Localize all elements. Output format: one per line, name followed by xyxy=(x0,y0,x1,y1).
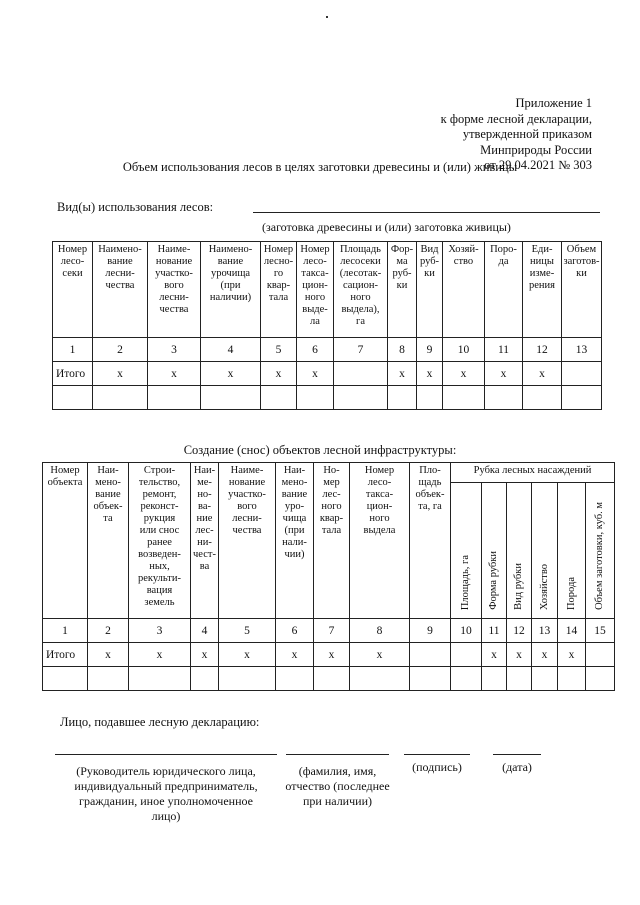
appendix-line: Минприроды России xyxy=(480,142,592,157)
empty-cell xyxy=(523,386,562,410)
column-number xyxy=(261,338,297,362)
column-header xyxy=(201,242,261,338)
caption-sign: (подпись) xyxy=(412,760,462,774)
column-header xyxy=(388,242,417,338)
cell-text: Фор- ма руб- ки xyxy=(390,244,414,291)
cell-text: Наи- мено- вание объек- та xyxy=(93,465,123,524)
cell-text: Порода xyxy=(565,576,577,610)
cell-text: 11 xyxy=(497,343,510,356)
empty-cell xyxy=(558,667,586,691)
total-mark xyxy=(507,643,532,667)
infrastructure-table xyxy=(42,462,615,691)
total-mark xyxy=(532,643,558,667)
cell-text: Номер лесно- го квар- тала xyxy=(263,244,294,303)
signature-line-sign xyxy=(404,754,470,755)
total-label xyxy=(53,362,93,386)
cell-text: 8 xyxy=(376,624,383,637)
cell-text: 7 xyxy=(357,343,364,356)
cell-text: 3 xyxy=(171,343,177,356)
column-header xyxy=(485,242,523,338)
appendix-line: утвержденной приказом xyxy=(462,127,592,141)
cell-text: Объем заготовки, куб. м xyxy=(594,502,605,610)
scan-speck xyxy=(326,16,328,18)
column-header xyxy=(523,242,562,338)
harvest-volume-table xyxy=(52,241,602,410)
total-mark xyxy=(88,643,129,667)
signature-line-name xyxy=(286,754,389,755)
column-number xyxy=(558,619,586,643)
total-mark xyxy=(451,643,482,667)
cell-text: 9 xyxy=(426,343,433,356)
total-mark xyxy=(410,643,451,667)
cell-text: Наи- мено- вание уро- чища (при нали- чии) xyxy=(281,465,308,560)
cell-text: Но- мер лес- ного квар- тала xyxy=(319,465,344,536)
column-number xyxy=(53,338,93,362)
column-header xyxy=(261,242,297,338)
cell-text: 8 xyxy=(399,343,405,356)
cell-text: 2 xyxy=(105,624,111,637)
total-mark xyxy=(334,362,388,386)
empty-cell xyxy=(482,667,507,691)
caption-date: (дата) xyxy=(502,760,532,774)
empty-cell xyxy=(532,667,558,691)
cell-text: 6 xyxy=(291,624,298,637)
table-total-row xyxy=(53,362,602,386)
total-mark xyxy=(201,362,261,386)
total-label xyxy=(43,643,88,667)
table-header-row xyxy=(53,242,602,338)
cell-text: x xyxy=(328,648,335,661)
column-header xyxy=(410,463,451,619)
felling-column-header xyxy=(558,483,586,619)
column-header xyxy=(219,463,276,619)
felling-group-header xyxy=(451,463,615,483)
felling-column-header xyxy=(451,483,482,619)
total-mark xyxy=(558,643,586,667)
cell-text: 6 xyxy=(312,343,318,356)
column-number xyxy=(532,619,558,643)
total-mark xyxy=(191,643,219,667)
empty-cell xyxy=(443,386,485,410)
total-mark xyxy=(314,643,350,667)
column-number xyxy=(334,338,388,362)
empty-cell xyxy=(507,667,532,691)
column-header xyxy=(276,463,314,619)
appendix-line: Приложение 1 xyxy=(515,96,592,110)
empty-cell xyxy=(148,386,201,410)
cell-text: x xyxy=(541,648,548,661)
empty-cell xyxy=(485,386,523,410)
caption-name: (фамилия, имя, отчество (последнее при наличии) xyxy=(285,764,390,808)
cell-text: Наиме- нование участко- вого лесни- чества xyxy=(155,244,193,315)
total-mark xyxy=(586,643,615,667)
empty-cell xyxy=(586,667,615,691)
cell-text: x xyxy=(201,648,208,661)
cell-text: Хозяй- ство xyxy=(448,244,479,267)
section2-title: Создание (снос) объектов лесной инфраструктуры: xyxy=(183,443,457,457)
uses-fill-line xyxy=(253,212,600,213)
appendix-line: от 29.04.2021 № 303 xyxy=(484,158,592,172)
cell-text: Итого xyxy=(56,367,86,380)
cell-text: 7 xyxy=(328,624,335,637)
cell-text: 15 xyxy=(594,624,606,637)
felling-column-header xyxy=(507,483,532,619)
cell-text: 14 xyxy=(565,624,578,637)
uses-value: (заготовка древесины и (или) заготовка живицы) xyxy=(262,220,511,234)
cell-text: x xyxy=(312,367,318,380)
cell-text: 1 xyxy=(69,343,76,356)
empty-cell xyxy=(334,386,388,410)
cell-text: 13 xyxy=(538,624,551,637)
total-mark xyxy=(388,362,417,386)
column-number xyxy=(443,338,485,362)
column-header xyxy=(129,463,191,619)
column-number xyxy=(191,619,219,643)
empty-cell xyxy=(562,386,602,410)
column-number xyxy=(43,619,88,643)
empty-cell xyxy=(410,667,451,691)
empty-cell xyxy=(417,386,443,410)
empty-cell xyxy=(43,667,88,691)
column-number xyxy=(410,619,451,643)
total-mark xyxy=(93,362,148,386)
column-header xyxy=(443,242,485,338)
cell-text: 3 xyxy=(156,624,163,637)
cell-text: x xyxy=(171,367,177,380)
column-number xyxy=(485,338,523,362)
cell-text: 13 xyxy=(575,343,588,356)
section1-title: Объем использования лесов в целях заготовки древесины и (или) живицы xyxy=(122,160,518,174)
total-mark xyxy=(219,643,276,667)
empty-cell xyxy=(129,667,191,691)
cell-text: Вид руб- ки xyxy=(419,244,440,279)
cell-text: Строи- тельство, ремонт, реконст- рукция или снос ранее возведен- ных, рекульти- вация земель xyxy=(138,465,181,608)
cell-text: Площадь лесосеки (лесотак- сацион- ного выдела), га xyxy=(339,244,382,327)
empty-cell xyxy=(191,667,219,691)
cell-text: x xyxy=(460,367,467,380)
cell-text: x xyxy=(227,367,234,380)
cell-text: Пло- щадь объек- та, га xyxy=(415,465,445,512)
cell-text: 5 xyxy=(244,624,250,637)
cell-text: 9 xyxy=(427,624,433,637)
column-header xyxy=(350,463,410,619)
cell-text: 10 xyxy=(460,624,472,637)
cell-text: Площадь, га xyxy=(460,554,471,610)
cell-text: 12 xyxy=(536,343,548,356)
total-mark xyxy=(276,643,314,667)
column-header xyxy=(334,242,388,338)
column-number xyxy=(88,619,129,643)
cell-text: 5 xyxy=(275,343,282,356)
cell-text: Поро- да xyxy=(490,244,517,267)
empty-cell xyxy=(350,667,410,691)
empty-cell xyxy=(451,667,482,691)
cell-text: x xyxy=(426,367,433,380)
column-header xyxy=(417,242,443,338)
cell-text: 4 xyxy=(201,624,208,637)
column-header xyxy=(53,242,93,338)
cell-text: Форма рубки xyxy=(488,551,499,610)
total-mark xyxy=(482,643,507,667)
cell-text: Рубка лесных насаждений xyxy=(473,465,592,476)
cell-text: Вид рубки xyxy=(513,563,524,610)
total-mark xyxy=(350,643,410,667)
column-number xyxy=(276,619,314,643)
table-total-row xyxy=(43,643,615,667)
column-number xyxy=(417,338,443,362)
cell-text: Итого xyxy=(46,648,76,661)
empty-cell xyxy=(88,667,129,691)
empty-cell xyxy=(314,667,350,691)
cell-text: x xyxy=(568,648,575,661)
empty-cell xyxy=(388,386,417,410)
felling-column-header xyxy=(586,483,615,619)
signature-line-org xyxy=(55,754,277,755)
column-header xyxy=(88,463,129,619)
total-mark xyxy=(523,362,562,386)
total-mark xyxy=(129,643,191,667)
cell-text: 2 xyxy=(117,343,123,356)
cell-text: Наи- ме- но- ва- ние лес- ни- чест- ва xyxy=(193,465,216,572)
cell-text: x xyxy=(376,648,383,661)
caption-org: (Руководитель юридического лица, индивидуальный предприниматель, гражданин, иное уполномоченное лицо) xyxy=(74,764,258,823)
column-header xyxy=(314,463,350,619)
column-header xyxy=(297,242,334,338)
empty-cell xyxy=(53,386,93,410)
column-number xyxy=(482,619,507,643)
cell-text: x xyxy=(105,648,111,661)
total-mark xyxy=(417,362,443,386)
cell-text: x xyxy=(539,367,545,380)
declarant-label: Лицо, подавшее лесную декларацию: xyxy=(60,715,260,729)
column-number xyxy=(219,619,276,643)
cell-text: Хозяйство xyxy=(538,563,550,610)
column-number xyxy=(451,619,482,643)
column-number xyxy=(562,338,602,362)
column-header xyxy=(562,242,602,338)
column-number xyxy=(507,619,532,643)
cell-text: 12 xyxy=(513,624,525,637)
empty-cell xyxy=(276,667,314,691)
cell-text: 11 xyxy=(488,624,500,637)
felling-column-header xyxy=(532,483,558,619)
column-number xyxy=(93,338,148,362)
total-mark xyxy=(297,362,334,386)
uses-label: Вид(ы) использования лесов: xyxy=(57,200,214,214)
total-mark xyxy=(443,362,485,386)
total-mark xyxy=(562,362,602,386)
column-number xyxy=(314,619,350,643)
cell-text: Наиме- нование участко- вого лесни- чества xyxy=(228,465,266,536)
cell-text: Номер лесо- секи xyxy=(57,244,88,279)
table-empty-row xyxy=(43,667,615,691)
cell-text: x xyxy=(291,648,298,661)
cell-text: Наимено- вание урочища (при наличии) xyxy=(208,244,253,303)
cell-text: x xyxy=(156,648,163,661)
column-header xyxy=(148,242,201,338)
empty-cell xyxy=(297,386,334,410)
column-header xyxy=(43,463,88,619)
felling-column-header xyxy=(482,483,507,619)
table-empty-row xyxy=(53,386,602,410)
table-number-row xyxy=(53,338,602,362)
column-number xyxy=(523,338,562,362)
cell-text: x xyxy=(275,367,282,380)
cell-text: Объем заготов- ки xyxy=(563,244,600,279)
cell-text: x xyxy=(491,648,497,661)
column-header xyxy=(191,463,219,619)
empty-cell xyxy=(261,386,297,410)
cell-text: 10 xyxy=(457,343,470,356)
cell-text: x xyxy=(117,367,123,380)
column-number xyxy=(129,619,191,643)
column-number xyxy=(201,338,261,362)
empty-cell xyxy=(219,667,276,691)
table-header-row xyxy=(43,463,615,483)
cell-text: x xyxy=(516,648,522,661)
column-number xyxy=(350,619,410,643)
cell-text: x xyxy=(500,367,507,380)
column-number xyxy=(148,338,201,362)
total-mark xyxy=(261,362,297,386)
total-mark xyxy=(485,362,523,386)
cell-text: x xyxy=(399,367,405,380)
column-number xyxy=(297,338,334,362)
cell-text: Номер объекта xyxy=(47,465,83,488)
signature-line-date xyxy=(493,754,541,755)
table-number-row xyxy=(43,619,615,643)
appendix-line: к форме лесной декларации, xyxy=(440,111,592,126)
cell-text: Номер лесо- такса- цион- ного выдела xyxy=(363,465,396,536)
empty-cell xyxy=(201,386,261,410)
column-number xyxy=(388,338,417,362)
total-mark xyxy=(148,362,201,386)
cell-text: Наимено- вание лесни- чества xyxy=(98,244,142,291)
cell-text: Еди- ницы изме- рения xyxy=(529,244,555,291)
column-number xyxy=(586,619,615,643)
cell-text: Номер лесо- такса- цион- ного выде- ла xyxy=(300,244,330,327)
cell-text: 1 xyxy=(62,624,68,637)
empty-cell xyxy=(93,386,148,410)
cell-text: 4 xyxy=(227,343,234,356)
column-header xyxy=(93,242,148,338)
cell-text: x xyxy=(244,648,250,661)
